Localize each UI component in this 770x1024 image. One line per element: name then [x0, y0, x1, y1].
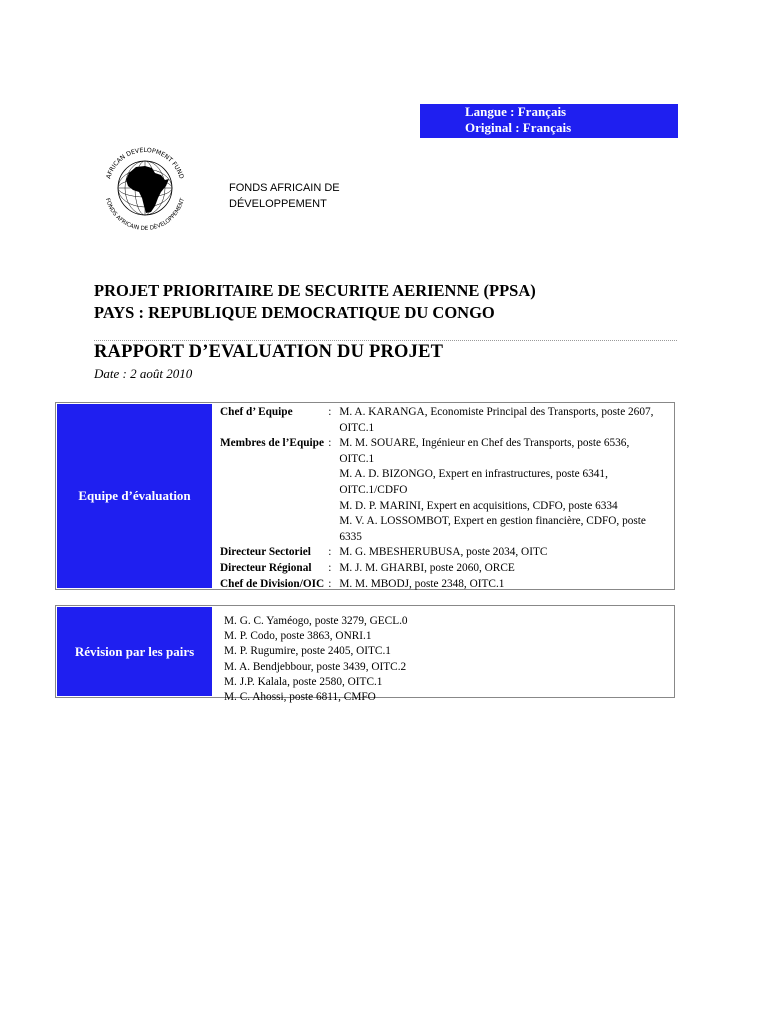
original-language-label: Original : Français	[465, 120, 572, 135]
team-member-line: M. M. MBODJ, poste 2348, OITC.1	[339, 577, 505, 590]
team-colon: :	[328, 437, 332, 450]
team-role: Membres de l’Equipe	[220, 437, 324, 450]
team-member-line: M. A. KARANGA, Economiste Principal des Transports, poste 2607,	[339, 406, 654, 418]
peer-reviewer: M. P. Codo, poste 3863, ONRI.1	[224, 630, 372, 643]
organization-name-line2: DÉVELOPPEMENT	[229, 198, 327, 210]
team-member-line: M. G. MBESHERUBUSA, poste 2034, OITC	[339, 546, 548, 559]
team-colon: :	[328, 577, 332, 590]
team-role: Chef de Division/OIC	[220, 577, 325, 590]
africa-map-icon	[126, 166, 169, 213]
team-members	[339, 405, 674, 436]
organization-name-line1: FONDS AFRICAIN DE	[229, 182, 340, 194]
team-member-line: M. A. D. BIZONGO, Expert en infrastructures, poste 6341,	[339, 468, 608, 481]
team-row	[220, 436, 674, 545]
team-member-line: OITC.1	[339, 421, 375, 434]
peer-review-panel	[55, 605, 675, 704]
team-member-line: M. J. M. GHARBI, poste 2060, ORCE	[339, 561, 515, 574]
adf-logo	[95, 140, 195, 234]
team-member-line: 6335	[339, 530, 362, 543]
report-date: Date : 2 août 2010	[94, 366, 193, 381]
team-member-line: M. M. SOUARE, Ingénieur en Chef des Transports, poste 6536,	[339, 437, 630, 450]
peer-reviewer: M. C. Ahossi, poste 6811, CMFO	[224, 691, 376, 704]
team-colon: :	[328, 546, 332, 559]
evaluation-team-table	[220, 405, 674, 592]
team-row	[220, 545, 674, 561]
peer-reviewer: M. J.P. Kalala, poste 2580, OITC.1	[224, 675, 383, 688]
team-row	[220, 561, 674, 577]
language-box	[420, 104, 678, 138]
team-member-line: M. V. A. LOSSOMBOT, Expert en gestion financière, CDFO, poste	[339, 515, 646, 528]
language-label: Langue : Français	[465, 104, 567, 119]
peer-reviewer: M. A. Bendjebbour, poste 3439, OITC.2	[224, 660, 407, 673]
team-row	[220, 405, 674, 436]
project-title	[94, 280, 536, 324]
report-title: RAPPORT D’EVALUATION DU PROJET	[94, 342, 444, 362]
logo-ring-top-text: AFRICAN DEVELOPMENT FUND	[105, 146, 185, 180]
peer-reviewer: M. G. C. Yaméogo, poste 3279, GECL.0	[224, 615, 408, 627]
peer-review-label: Révision par les pairs	[57, 607, 212, 696]
project-title-line1: PROJET PRIORITAIRE DE SECURITE AERIENNE (PPSA)	[94, 281, 536, 300]
team-member-line: OITC.1	[339, 452, 375, 465]
peer-review-list	[224, 614, 408, 705]
title-separator	[94, 340, 677, 341]
team-members	[339, 577, 674, 593]
team-members	[339, 561, 674, 577]
project-country-line: PAYS : REPUBLIQUE DEMOCRATIQUE DU CONGO	[94, 303, 495, 322]
team-role: Directeur Sectoriel	[220, 546, 311, 559]
team-colon: :	[328, 406, 332, 418]
logo-ring-bottom-text: FONDS AFRICAIN DE DÉVELOPPEMENT	[103, 197, 187, 233]
organization-name	[229, 180, 340, 212]
team-colon: :	[328, 561, 332, 574]
team-role: Chef d’ Equipe	[220, 406, 293, 418]
team-row	[220, 577, 674, 593]
team-member-line: M. D. P. MARINI, Expert en acquisitions, CDFO, poste 6334	[339, 499, 618, 512]
evaluation-team-label: Equipe d’évaluation	[57, 404, 212, 588]
peer-reviewer: M. P. Rugumire, poste 2405, OITC.1	[224, 645, 391, 658]
team-role: Directeur Régional	[220, 561, 312, 574]
evaluation-team-panel	[55, 402, 675, 590]
team-member-line: OITC.1/CDFO	[339, 483, 408, 496]
team-members	[339, 436, 674, 545]
team-members	[339, 545, 674, 561]
